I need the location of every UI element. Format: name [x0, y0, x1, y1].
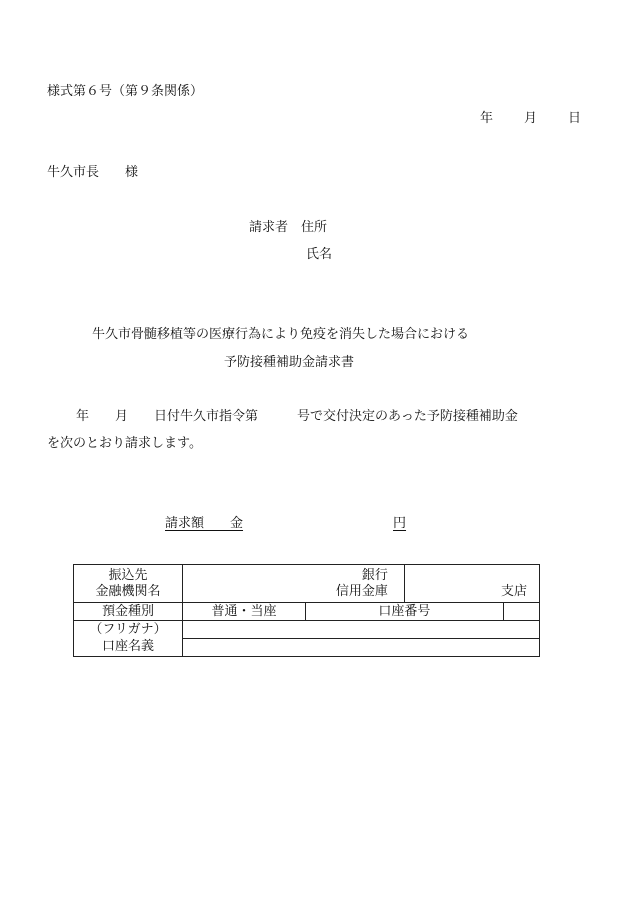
claim-amount [165, 516, 406, 532]
claimant-address-label: 請求者 住所 [249, 220, 328, 235]
account-number-label: 口座番号 [306, 603, 504, 621]
deposit-type-label: 預金種別 [74, 603, 183, 621]
account-number-cell[interactable] [503, 603, 539, 621]
deposit-type-row [74, 603, 540, 621]
body-text-line-1: 年 月 日付牛久市指令第 号で交付決定のあった予防接種補助金 [76, 409, 518, 424]
claimant-name-label: 氏名 [306, 247, 333, 262]
branch-cell[interactable] [404, 565, 539, 603]
credit-union-suffix: 信用金庫 [335, 583, 388, 599]
account-holder-label: 口座名義 [74, 639, 183, 657]
branch-suffix: 支店 [500, 584, 527, 599]
deposit-type-value[interactable]: 普通・当座 [183, 603, 306, 621]
bank-name-row [74, 565, 540, 603]
transfer-bank-label [74, 565, 183, 603]
form-number: 様式第６号（第９条関係） [47, 84, 204, 99]
document-title-line-1: 牛久市骨髄移植等の医療行為により免疫を消失した場合における [92, 327, 470, 342]
date-day: 日 [568, 111, 582, 126]
date-month: 月 [524, 111, 538, 126]
body-text-line-2: を次のとおり請求します。 [47, 436, 202, 451]
bank-name-label: 金融機関名 [95, 583, 161, 599]
addressee: 牛久市長 様 [47, 165, 139, 180]
date-year: 年 [480, 111, 494, 126]
bank-transfer-table [73, 564, 540, 657]
transfer-label: 振込先 [108, 567, 148, 583]
furigana-cell[interactable] [183, 621, 540, 639]
bank-name-cell[interactable] [183, 565, 405, 603]
claim-amount-unit: 円 [393, 516, 407, 531]
date-line [480, 111, 581, 127]
furigana-label: （フリガナ） [74, 621, 183, 639]
bank-suffix: 銀行 [361, 567, 388, 583]
account-holder-row [74, 639, 540, 657]
document-title-line-2: 予防接種補助金請求書 [224, 355, 355, 370]
furigana-row [74, 621, 540, 639]
account-holder-cell[interactable] [183, 639, 540, 657]
claim-amount-label: 請求額 金 [165, 516, 244, 531]
